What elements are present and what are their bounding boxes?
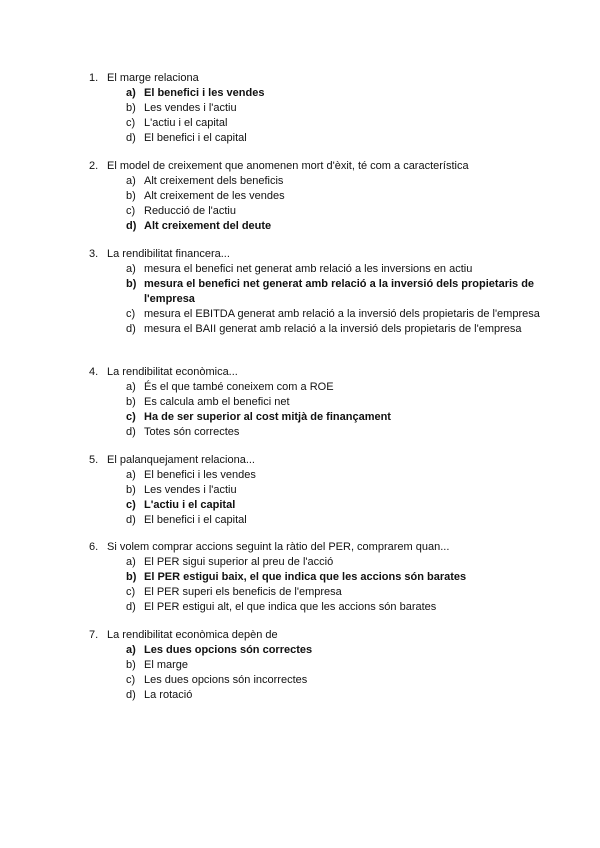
option-letter: c) <box>126 586 136 598</box>
option-letter: a) <box>126 87 136 99</box>
question-line <box>0 540 600 555</box>
option-d-correct <box>0 219 600 234</box>
option-b <box>0 658 600 673</box>
option-letter: a) <box>126 556 136 568</box>
option-b-correct <box>0 570 600 585</box>
option-a-correct <box>0 643 600 658</box>
question-number: 3. <box>89 248 99 260</box>
question-line <box>0 247 600 262</box>
question-line <box>0 628 600 643</box>
option-text: Reducció de l'actiu <box>144 205 236 217</box>
question-number: 5. <box>89 454 99 466</box>
option-b <box>0 483 600 498</box>
option-text: La rotació <box>144 689 193 701</box>
option-letter: b) <box>126 484 136 496</box>
question-number: 7. <box>89 629 99 641</box>
option-text: Alt creixement dels beneficis <box>144 175 284 187</box>
option-d <box>0 600 600 615</box>
option-b <box>0 101 600 116</box>
question-line <box>0 159 600 174</box>
option-text: Les dues opcions són incorrectes <box>144 674 308 686</box>
question-number: 6. <box>89 541 99 553</box>
question-text: La rendibilitat econòmica... <box>107 366 238 378</box>
option-text: Ha de ser superior al cost mitjà de finançament <box>144 411 391 423</box>
option-letter: d) <box>126 323 136 335</box>
option-a <box>0 380 600 395</box>
question-text: Si volem comprar accions seguint la ràtio del PER, comprarem quan... <box>107 541 450 553</box>
option-letter: d) <box>126 220 137 232</box>
option-b <box>0 395 600 410</box>
option-text: Les dues opcions són correctes <box>144 644 313 656</box>
option-c <box>0 585 600 600</box>
option-text: mesura el benefici net generat amb relació a la inversió dels propietaris de l'empresa <box>144 278 535 305</box>
option-text: L'actiu i el capital <box>144 499 236 511</box>
question-6 <box>0 540 600 615</box>
question-line <box>0 71 600 86</box>
option-text: mesura el BAII generat amb relació a la inversió dels propietaris de l'empresa <box>144 323 522 335</box>
option-letter: b) <box>126 102 136 114</box>
option-b <box>0 189 600 204</box>
option-text: El marge <box>144 659 189 671</box>
option-text: Alt creixement de les vendes <box>144 190 285 202</box>
option-letter: a) <box>126 263 136 275</box>
option-d <box>0 131 600 146</box>
question-5 <box>0 453 600 528</box>
question-1 <box>0 71 600 146</box>
option-text: L'actiu i el capital <box>144 117 228 129</box>
option-a <box>0 174 600 189</box>
option-letter: c) <box>126 674 136 686</box>
option-text: El benefici i les vendes <box>144 87 265 99</box>
option-letter: b) <box>126 396 136 408</box>
question-number: 2. <box>89 160 99 172</box>
question-text: La rendibilitat financera... <box>107 248 230 260</box>
question-2 <box>0 159 600 234</box>
option-letter: b) <box>126 278 137 290</box>
option-letter: b) <box>126 571 137 583</box>
option-c <box>0 307 600 322</box>
question-text: El palanquejament relaciona... <box>107 454 255 466</box>
option-c <box>0 204 600 219</box>
option-text: El PER superi els beneficis de l'empresa <box>144 586 342 598</box>
question-7 <box>0 628 600 703</box>
option-letter: a) <box>126 644 136 656</box>
question-text: El marge relaciona <box>107 72 199 84</box>
option-text: El PER estigui alt, el que indica que les accions són barates <box>144 601 437 613</box>
option-text: Les vendes i l'actiu <box>144 484 237 496</box>
option-a <box>0 555 600 570</box>
option-text: mesura el EBITDA generat amb relació a la inversió dels propietaris de l'empresa <box>144 308 540 320</box>
option-b-correct <box>0 277 600 307</box>
question-text: El model de creixement que anomenen mort d'èxit, té com a característica <box>107 160 469 172</box>
option-c-correct <box>0 498 600 513</box>
question-number: 1. <box>89 72 99 84</box>
question-3 <box>0 247 600 337</box>
option-letter: d) <box>126 601 136 613</box>
option-text: Es calcula amb el benefici net <box>144 396 290 408</box>
option-letter: d) <box>126 514 136 526</box>
option-text: El benefici i el capital <box>144 132 247 144</box>
option-text: El PER estigui baix, el que indica que les accions són barates <box>144 571 467 583</box>
option-text: mesura el benefici net generat amb relació a les inversions en actiu <box>144 263 473 275</box>
option-d <box>0 513 600 528</box>
question-line <box>0 365 600 380</box>
option-letter: d) <box>126 689 136 701</box>
option-d <box>0 425 600 440</box>
option-letter: c) <box>126 205 136 217</box>
question-line <box>0 453 600 468</box>
option-a <box>0 468 600 483</box>
option-a-correct <box>0 86 600 101</box>
option-text: Les vendes i l'actiu <box>144 102 237 114</box>
option-d <box>0 322 600 337</box>
option-text: El benefici i les vendes <box>144 469 256 481</box>
option-c <box>0 116 600 131</box>
option-letter: c) <box>126 411 136 423</box>
question-number: 4. <box>89 366 99 378</box>
option-letter: b) <box>126 659 136 671</box>
option-letter: c) <box>126 308 136 320</box>
option-letter: a) <box>126 469 136 481</box>
question-4 <box>0 365 600 440</box>
option-letter: a) <box>126 175 136 187</box>
option-d <box>0 688 600 703</box>
option-text: El PER sigui superior al preu de l'acció <box>144 556 334 568</box>
question-text: La rendibilitat econòmica depèn de <box>107 629 278 641</box>
option-text: Totes són correctes <box>144 426 240 438</box>
option-letter: d) <box>126 426 136 438</box>
option-letter: c) <box>126 117 136 129</box>
option-letter: d) <box>126 132 136 144</box>
option-a <box>0 262 600 277</box>
option-text: És el que també coneixem com a ROE <box>144 381 334 393</box>
option-text: Alt creixement del deute <box>144 220 272 232</box>
option-letter: c) <box>126 499 136 511</box>
option-letter: b) <box>126 190 136 202</box>
option-text: El benefici i el capital <box>144 514 247 526</box>
option-letter: a) <box>126 381 136 393</box>
option-c <box>0 673 600 688</box>
option-c-correct <box>0 410 600 425</box>
